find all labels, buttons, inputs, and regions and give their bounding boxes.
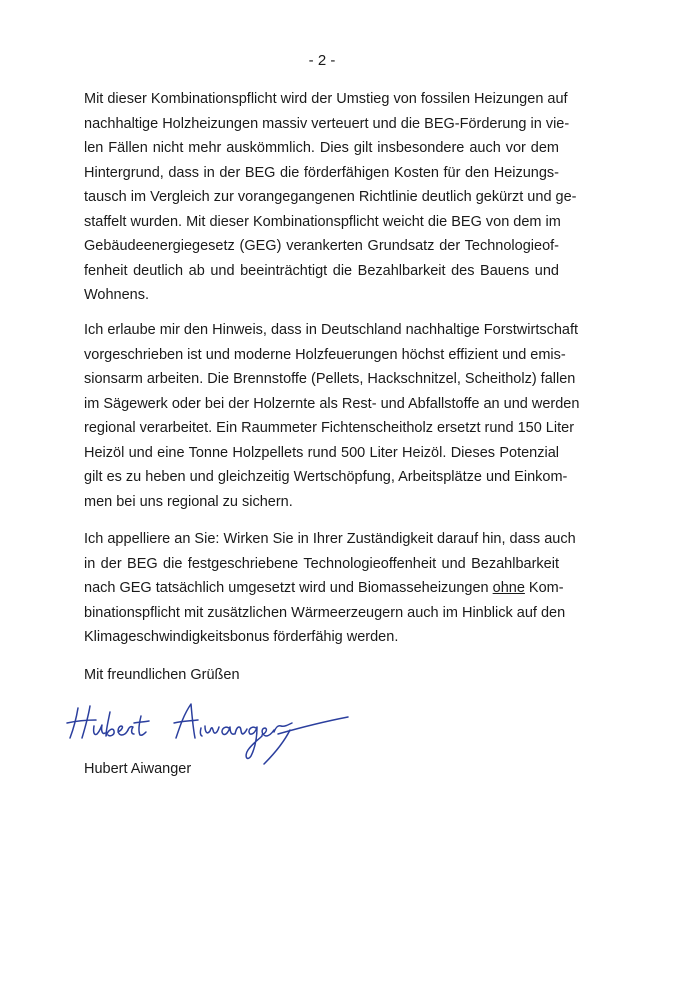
text-line: regional verarbeitet. Ein Raummeter Fichtenscheitholz ersetzt rund 150 Liter [84,420,575,436]
text-line: len Fällen nicht mehr auskömmlich. Dies gilt insbesondere auch vor dem [84,140,559,156]
text-line: Hintergrund, dass in der BEG die förderfähigen Kosten für den Heizungs- [84,164,559,181]
text-segment: Kom- [524,580,564,596]
text-line [84,576,564,601]
text-line: Klimageschwindigkeitsbonus förderfähig werden. [84,629,399,645]
text-line: fenheit deutlich ab und beeinträchtigt die Bezahlbarkeit des Bauens und [84,262,559,279]
text-line: staffelt wurden. Mit dieser Kombinationspflicht weicht die BEG von dem im [84,213,561,230]
letter-paragraph-1 [84,87,577,308]
text-line: in der BEG die festgeschriebene Technologieoffenheit und Bezahlbarkeit [84,555,559,572]
text-line: sionsarm arbeiten. Die Brennstoffe (Pellets, Hackschnitzel, Scheitholz) fallen [84,371,576,387]
letter-paragraph-3 [84,527,576,650]
text-line: Mit dieser Kombinationspflicht wird der Umstieg von fossilen Heizungen auf [84,91,568,107]
text-line: Wohnens. [84,287,150,303]
text-line: gilt es zu heben und gleichzeitig Wertschöpfung, Arbeitsplätze und Einkom- [84,469,568,485]
signer-name: Hubert Aiwanger [84,761,192,777]
text-line: im Sägewerk oder bei der Holzernte als Rest- und Abfallstoffe an und werden [84,395,580,412]
text-line: vorgeschrieben ist und moderne Holzfeuerungen höchst effizient und emis- [84,346,566,363]
text-line: Ich appelliere an Sie: Wirken Sie in Ihrer Zuständigkeit darauf hin, dass auch [84,531,576,547]
closing-salutation: Mit freundlichen Grüßen [84,667,240,683]
text-line: Ich erlaube mir den Hinweis, dass in Deutschland nachhaltige Forstwirtschaft [84,322,579,338]
text-segment: nach GEG tatsächlich umgesetzt wird und Biomasseheizungen [84,580,493,596]
page-number: - 2 - [308,52,336,69]
text-line: binationspflicht mit zusätzlichen Wärmeerzeugern auch im Hinblick auf den [84,604,566,621]
underlined-word: ohne [492,580,525,596]
text-line: Gebäudeenergiegesetz (GEG) verankerten Grundsatz der Technologieof- [84,238,559,254]
text-line: nachhaltige Holzheizungen massiv verteuert und die BEG-Förderung in vie- [84,115,570,132]
text-line: men bei uns regional zu sichern. [84,493,293,510]
text-line: Heizöl und eine Tonne Holzpellets rund 500 Liter Heizöl. Dieses Potenzial [84,444,559,461]
text-line: tausch im Vergleich zur vorangegangenen Richtlinie deutlich gekürzt und ge- [84,189,577,205]
letter-paragraph-2 [84,318,580,514]
